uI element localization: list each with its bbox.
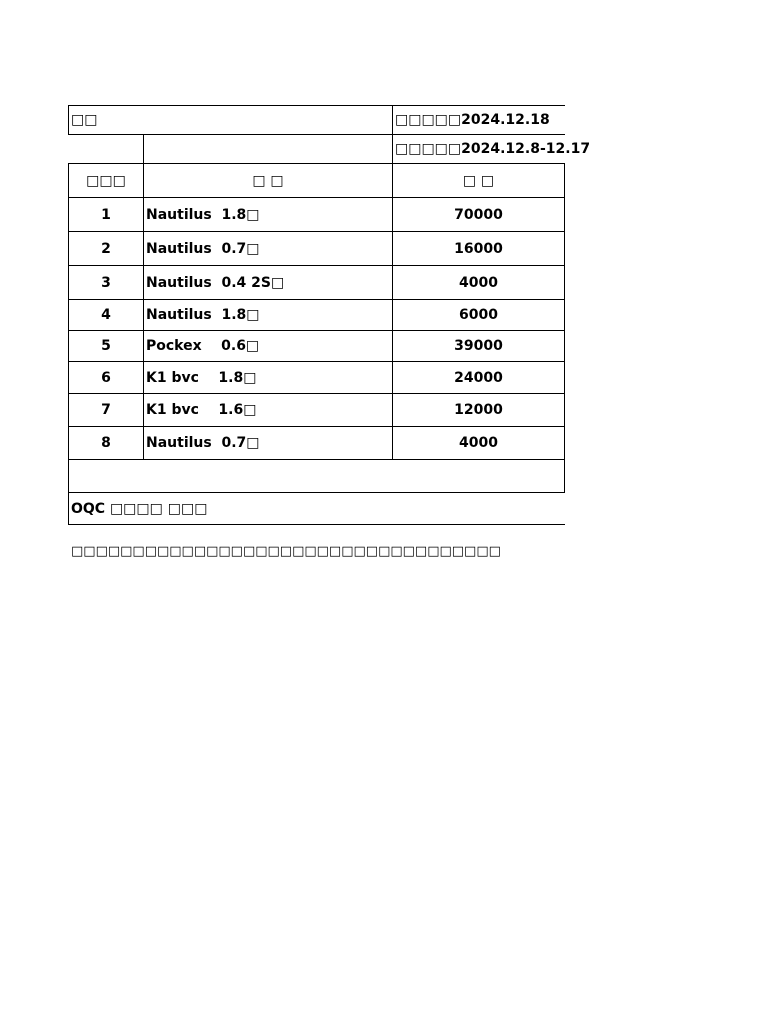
row-qty: 70000 xyxy=(393,198,565,232)
table-row xyxy=(69,300,565,331)
table-row xyxy=(69,362,565,394)
row-name: Pockex 0.6□ xyxy=(144,331,393,362)
header-row-period xyxy=(69,135,565,164)
blank-cell xyxy=(69,460,565,493)
table-row xyxy=(69,232,565,266)
row-name: K1 bvc 1.8□ xyxy=(144,362,393,394)
row-no: 3 xyxy=(69,266,144,300)
footer-row xyxy=(69,493,565,525)
document-date: □□□□□2024.12.18 xyxy=(393,106,565,135)
blank-cell xyxy=(144,135,393,164)
row-qty: 16000 xyxy=(393,232,565,266)
document-title: □□ xyxy=(69,106,393,135)
row-name: K1 bvc 1.6□ xyxy=(144,394,393,427)
table-row xyxy=(69,331,565,362)
column-header-no: □□□ xyxy=(69,164,144,198)
row-no: 4 xyxy=(69,300,144,331)
row-no: 2 xyxy=(69,232,144,266)
footer-signature: OQC □□□□ □□□ xyxy=(69,493,565,525)
footnote-text: □□□□□□□□□□□□□□□□□□□□□□□□□□□□□□□□□□□ xyxy=(71,544,501,559)
column-header-row xyxy=(69,164,565,198)
row-no: 8 xyxy=(69,427,144,460)
row-qty: 39000 xyxy=(393,331,565,362)
table-row xyxy=(69,427,565,460)
blank-cell xyxy=(69,135,144,164)
row-name: Nautilus 0.4 2S□ xyxy=(144,266,393,300)
column-header-qty: □ □ xyxy=(393,164,565,198)
header-row-title xyxy=(69,106,565,135)
row-no: 6 xyxy=(69,362,144,394)
table-row xyxy=(69,266,565,300)
row-no: 5 xyxy=(69,331,144,362)
table-row xyxy=(69,198,565,232)
row-name: Nautilus 0.7□ xyxy=(144,427,393,460)
row-qty: 24000 xyxy=(393,362,565,394)
blank-row xyxy=(69,460,565,493)
spreadsheet-table-region xyxy=(68,105,591,525)
column-header-name: □ □ xyxy=(144,164,393,198)
shipment-table xyxy=(68,105,591,525)
row-name: Nautilus 0.7□ xyxy=(144,232,393,266)
row-qty: 4000 xyxy=(393,266,565,300)
row-no: 1 xyxy=(69,198,144,232)
row-qty: 12000 xyxy=(393,394,565,427)
row-no: 7 xyxy=(69,394,144,427)
row-qty: 6000 xyxy=(393,300,565,331)
row-qty: 4000 xyxy=(393,427,565,460)
row-name: Nautilus 1.8□ xyxy=(144,300,393,331)
table-row xyxy=(69,394,565,427)
row-name: Nautilus 1.8□ xyxy=(144,198,393,232)
document-period: □□□□□2024.12.8-12.17 xyxy=(393,135,565,164)
